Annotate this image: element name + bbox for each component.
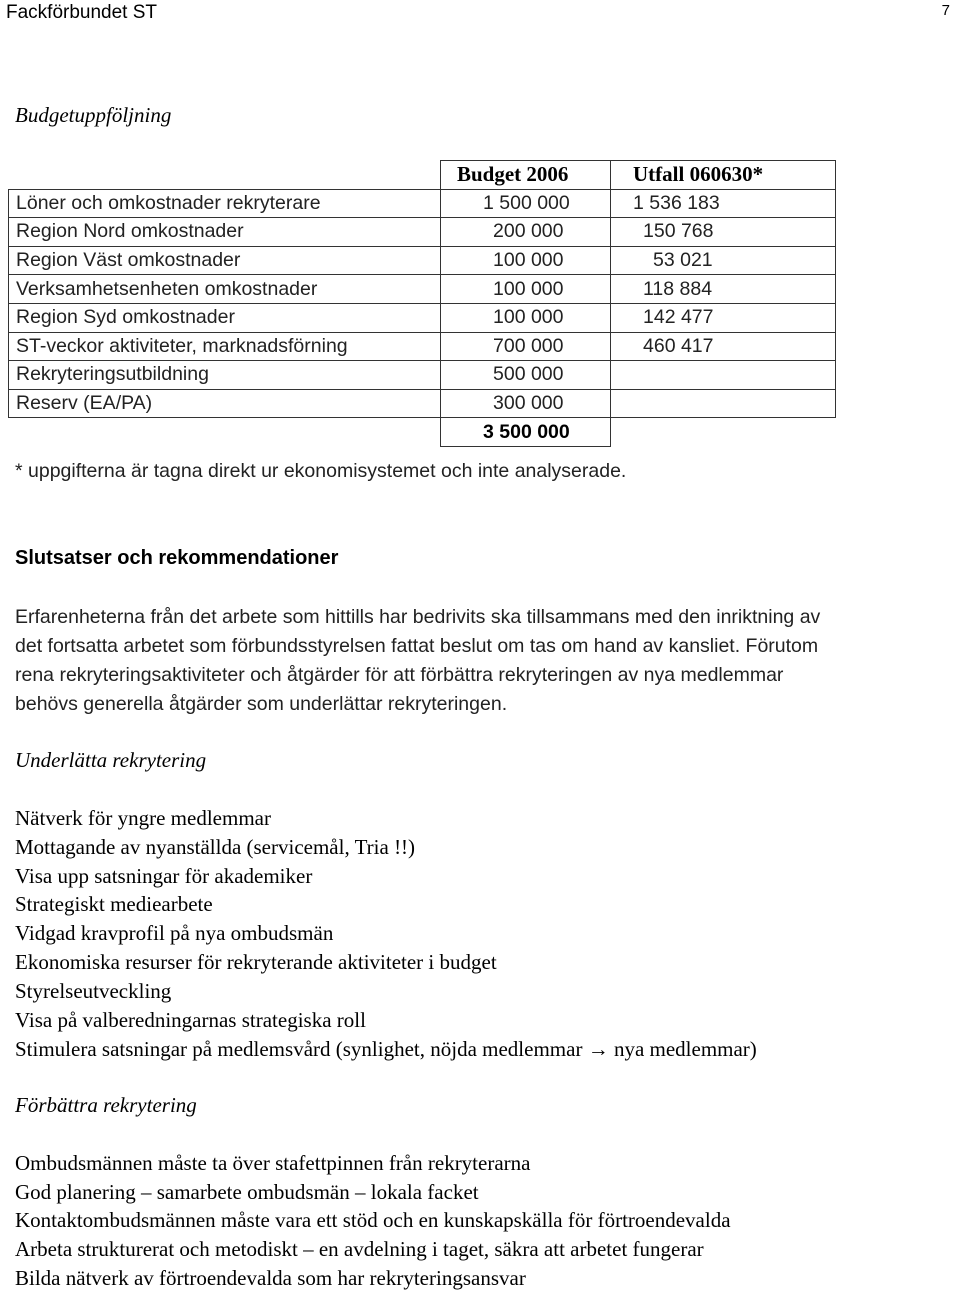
row-budget: 300 000 — [441, 389, 611, 418]
list-item: Visa på valberedningarnas strategiska roll — [15, 1008, 366, 1032]
row-budget: 100 000 — [441, 275, 611, 304]
row-outcome: 1 536 183 — [611, 189, 836, 218]
table-header-row — [9, 161, 836, 190]
row-outcome — [611, 389, 836, 418]
row-budget: 1 500 000 — [441, 189, 611, 218]
row-budget: 100 000 — [441, 303, 611, 332]
row-budget: 500 000 — [441, 361, 611, 390]
budget-total: 3 500 000 — [441, 418, 611, 447]
table-row — [9, 303, 836, 332]
paragraph-line: behövs generella åtgärder som underlättar rekryteringen. — [15, 693, 508, 715]
col-outcome-header: Utfall 060630* — [611, 161, 836, 190]
table-header-empty — [9, 161, 441, 190]
row-outcome: 142 477 — [611, 303, 836, 332]
row-outcome — [611, 361, 836, 390]
col-budget-header: Budget 2006 — [441, 161, 611, 190]
row-outcome: 150 768 — [611, 218, 836, 247]
row-label: Löner och omkostnader rekryterare — [9, 189, 441, 218]
budget-table — [8, 160, 836, 447]
conclusions-title: Slutsatser och rekommendationer — [15, 547, 339, 569]
row-budget: 700 000 — [441, 332, 611, 361]
row-outcome: 118 884 — [611, 275, 836, 304]
paragraph-line: rena rekryteringsaktiviteter och åtgärder för att förbättra rekryteringen av nya medlemmar — [15, 664, 784, 686]
list-item: Mottagande av nyanställda (servicemål, Tria !!) — [15, 835, 416, 859]
list-item: Strategiskt mediearbete — [15, 892, 213, 916]
conclusions-paragraph — [15, 603, 960, 719]
row-budget: 200 000 — [441, 218, 611, 247]
paragraph-line: det fortsatta arbetet som förbundsstyrelsen fattat beslut om tas om hand av kansliet. Förutom — [15, 635, 819, 657]
table-row — [9, 361, 836, 390]
table-row — [9, 275, 836, 304]
row-label: Rekryteringsutbildning — [9, 361, 441, 390]
table-footnote: * uppgifterna är tagna direkt ur ekonomisystemet och inte analyserade. — [15, 460, 627, 482]
total-outcome-empty — [611, 418, 836, 447]
list-item: Kontaktombudsmännen måste vara ett stöd och en kunskapskälla för förtroendevalda — [15, 1208, 731, 1232]
header-org: Fackförbundet ST — [6, 2, 158, 23]
budget-heading: Budgetuppföljning — [15, 103, 172, 127]
table-total-row — [9, 418, 836, 447]
row-budget: 100 000 — [441, 246, 611, 275]
improve-heading: Förbättra rekrytering — [15, 1093, 197, 1117]
total-empty — [9, 418, 441, 447]
row-label: Region Nord omkostnader — [9, 218, 441, 247]
table-row — [9, 189, 836, 218]
list-item: Ombudsmännen måste ta över stafettpinnen från rekryterarna — [15, 1151, 531, 1175]
row-label: ST-veckor aktiviteter, marknadsförning — [9, 332, 441, 361]
list-item: Stimulera satsningar på medlemsvård (synlighet, nöjda medlemmar → nya medlemmar) — [15, 1037, 757, 1061]
table-row — [9, 246, 836, 275]
row-outcome: 460 417 — [611, 332, 836, 361]
paragraph-line: Erfarenheterna från det arbete som hittills har bedrivits ska tillsammans med den inriktning av — [15, 606, 821, 628]
list-item: God planering – samarbete ombudsmän – lokala facket — [15, 1180, 479, 1204]
list-item: Vidgad kravprofil på nya ombudsmän — [15, 921, 334, 945]
row-label: Verksamhetsenheten omkostnader — [9, 275, 441, 304]
row-outcome: 53 021 — [611, 246, 836, 275]
table-row — [9, 389, 836, 418]
page-number: 7 — [941, 2, 950, 19]
table-row — [9, 218, 836, 247]
facilitate-heading: Underlätta rekrytering — [15, 748, 207, 772]
row-label: Region Väst omkostnader — [9, 246, 441, 275]
row-label: Reserv (EA/PA) — [9, 389, 441, 418]
row-label: Region Syd omkostnader — [9, 303, 441, 332]
table-row — [9, 332, 836, 361]
list-item: Visa upp satsningar för akademiker — [15, 864, 313, 888]
list-item: Styrelseutveckling — [15, 979, 172, 1003]
list-item: Bilda nätverk av förtroendevalda som har rekryteringsansvar — [15, 1266, 526, 1290]
list-item: Ekonomiska resurser för rekryterande aktiviteter i budget — [15, 950, 497, 974]
list-item: Arbeta strukturerat och metodiskt – en avdelning i taget, säkra att arbetet fungerar — [15, 1237, 704, 1261]
list-item: Nätverk för yngre medlemmar — [15, 806, 271, 830]
